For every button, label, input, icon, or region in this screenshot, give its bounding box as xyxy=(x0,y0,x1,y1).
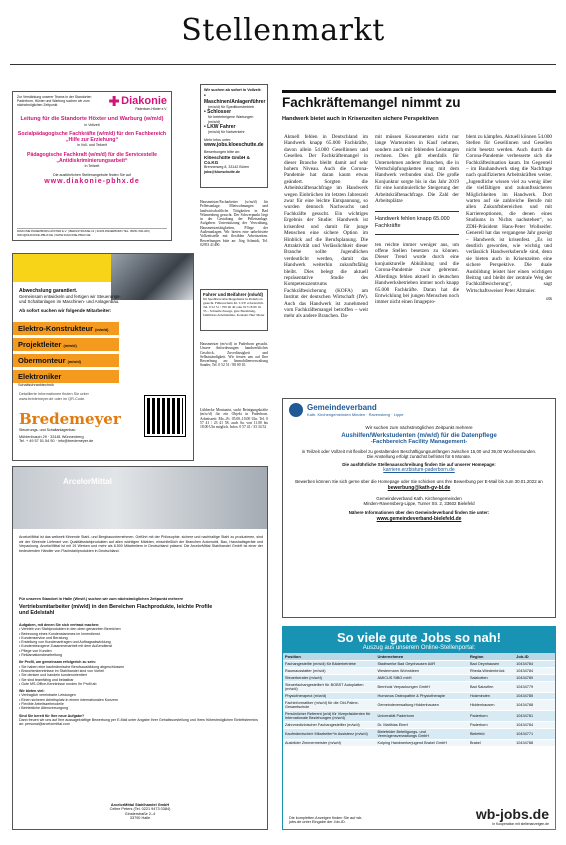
table-cell: Salzkotten xyxy=(468,675,514,682)
table-cell: Gemeindeverwaltung Hiddenhausen xyxy=(375,700,467,711)
qr-code-icon[interactable] xyxy=(145,396,185,436)
jobs-table-header: Position Unternehmen Region Job-ID xyxy=(283,653,555,661)
small-ad-hausmeister-2: Hausmeister (m/w/d) in Paderborn gesucht. Unsere Anforderungen: handwerkliches Geschick, Zuverlässigkeit und Selbstständigkeit. Wir freuen uns auf Ihre Bewerbung an: Immobilienverwaltung Sander, Tel. 0 52 51 / 88 00 10. xyxy=(200,342,268,368)
wb-jobs-header: So viele gute Jobs so nah! Auszug aus unserem Online-Stellenportal: xyxy=(283,627,555,653)
table-row[interactable] xyxy=(283,729,555,740)
arcelormittal-ad: ArcelorMittal ArcelorMittal ist das weltweit führende Stahl- und Bergbauunternehmen. Geführt mit der Philosophie, sichere und nachhaltige Stahl zu produzieren, sind wir der führende Lieferant von Qualitätsstahlprodukten auf allen wichtigen Märkten, einschließlich der Branchen Automobil, Bau, Haushaltsgeräte und Verpackung. ArcelorMittal ist mit 19 Werken und mehr als 8.500 Mitarbeitern in Deutschland präsent. Die ArcelorMittal Stahlhandel GmbH ist einer der bedeutenden Händler von Flachstahlprodukten in Deutschland. Für unseren Standort in Halle (Westf.) suchen wir zum nächstmöglichen Zeitpunkt mehrere Vertriebsmitarbeiter (m/w/d) in den Bereichen Flachprodukte, leichte Profile und Edelstahl Aufgaben, mit denen Sie sich vertraut machen: • Vertrieb von Stahlprodukten in den oben genannten Bereichen • Betreuung eines Kundenstammes im Innendienst • Kundenservice und Beratung • Erstellung von Kundenanfragen und Auftragsabwicklung • Kundenbezogene Zusammenarbeit mit dem Außendienst • Pflege von Kunden • Reklamationsbearbeitung Ihr Profil, um gemeinsam erfolgreich zu sein: • Sie haben eine kaufmännische Berufsausbildung abgeschlossen • Branchenkenntnisse im Stahlhandel sind von Vorteil • Sie denken und handeln kundenorientiert • Sie sind teamfähig und belastbar • Gute MS-Office-Kenntnisse runden Ihr Profil ab Wir bieten viel: • Vertraglich vereinbarte Leistungen • Einen sicheren Arbeitsplatz in einem internationalen Konzern • Flexible Arbeitszeitmodelle • Betriebliche Altersversorgung Sind Sie bereit für Ihre neue Aufgabe? Dann freuen wir uns auf Ihre aussagekräftige Bewerbung per E-Mail unter Angabe Ihrer Gehaltsvorstellung und Ihres frühestmöglichen Eintrittstermins an: personal@arcelormittal.com ArcelorMittal Stahlhandel GmbH Celine Peters (Tel. 0221 9473 0384) Ginsterstraße 2–4 33790 Halle xyxy=(12,466,268,830)
bredemeyer-ad: Abwechslung garantiert. Gemeinsam entwickeln und fertigen wir Steuerungs- und Schaltanlagen im Maschinen- und Anlagenbau. Ab sofort suchen wir folgende Mitarbeiter: Elektro-Konstrukteur (m/w/d) Projektleiter (m/w/d) Obermonteur (m/w/d) Elektroniker Schaltschranktechnik Detaillierte Informationen finden Sie unter www.bredemeyer.de oder im QR-Code. Bredemeyer Steuerungs- und Schaltanlagenbau Mühlenbusch 29 · 33181 Wünnenberg Tel. + 49 57 51 54 50 · info@bredemeyer.de xyxy=(12,253,194,461)
small-ad-hausmeister-1: Hausmeister/Facharbeiter (w/m/d) für Pelletsanlage, Mietwohnungen und landwirtschaftliche Tätigkeiten in Bad Wünnenberg gesucht. Der Schwerpunkt liegt in der Gestaltung der Pelletsanlage. Aufgaben: Unterstützung der Verwaltung, Hausmeistertätigkeiten, Pflege der Außenanlagen. Wir bieten eine unbefristete Vollzeitstelle mit flexiblen Arbeitszeiten. Bewerbungen bitte an: Jörg Schmidt, Tel. 02953 41490. xyxy=(200,200,268,247)
arcelor-offer-list: • Vertraglich vereinbarte Leistungen • Einen sicheren Arbeitsplatz in einem internationalen Konzern • Flexible Arbeitszeitmodelle • Betriebliche Altersversorgung xyxy=(19,693,119,711)
diakonie-footer: DIAKONIE PADERBORN-HÖXTER E.V. | BERGSTRASSE 13 | 33106 PADERBORN TEL. 05251 500-200 | INFO@DIAKONIE-PBHX.DE | WWW.DIAKONIE-PBHX.DE xyxy=(17,228,167,237)
table-cell: 10434771 xyxy=(514,729,555,740)
table-cell: Steuerberater (m/w/d) xyxy=(283,675,375,682)
table-cell: Ausbilder Zimmermeister (m/w/d) xyxy=(283,740,375,747)
diakonie-job3: Pädagogische Fachkraft (w/m/d) für die Servicestelle „Antidiskriminierungsarbeit“ xyxy=(26,151,158,164)
arcelor-tasks-list: • Vertrieb von Stahlprodukten in den oben genannten Bereichen • Betreuung eines Kundenstammes im Innendienst • Kundenservice und Beratung • Erstellung von Kundenanfragen und Auftragsabwicklung • Kundenbezogene Zusammenarbeit mit dem Außendienst • Pflege von Kunden • Reklamationsbearbeitung xyxy=(19,627,121,658)
table-cell: Hiddenhausen xyxy=(468,700,514,711)
gemeindeverband-ad: Gemeindeverband Kath. Kirchengemeinden Minden · Ravensberg · Lippe Wir suchen zum nächstmöglichen Zeitpunkt mehrere Aushilfen/Werkstudenten (m/w/d) für die Datenpflege -Fachbereich Facility Management- in Teilzeit oder Vollzeit mit flexibel zu gestaltenden Beschäftigungsumfängen zwischen 15,00 und 39,00 Wochenstunden. Die Anstellung erfolgt zunächst befristet für 6 Monate. Die ausführliche Stellenausschreibung finden Sie auf unserer Homepage: karriere.erzbistum-paderborn.de Bewerben können Sie sich gerne über die Homepage oder Sie schicken uns Ihre Bewerbung per E-Mail bis zum 30.01.2022 an bewerbung@kath-gv-bl.de Gemeindeverband Kath. Kirchengemeinden Minden-Ravensberg-Lippe, Turner Str. 2, 33602 Bielefeld Nähere Informationen über den Gemeindeverband finden Sie unter: www.gemeindeverband-bielefeld.de xyxy=(282,398,556,618)
table-cell: Rheda-Wiedenbrück xyxy=(468,668,514,675)
table-cell: Holzminden xyxy=(468,693,514,700)
article xyxy=(282,90,556,390)
table-cell: 10434779 xyxy=(514,682,555,693)
table-cell: Fachangestellte (m/w/d) für Bäderbetriebe xyxy=(283,661,375,668)
table-row[interactable] xyxy=(283,711,555,722)
table-cell: 10434784 xyxy=(514,668,555,675)
table-cell: 10434780 xyxy=(514,675,555,682)
diakonie-logo: Diakonie Paderborn-Höxter e.V. xyxy=(109,95,167,111)
table-cell: Zahnmedizinischer Fachangestellter (m/w/d) xyxy=(283,722,375,729)
diakonie-web-link[interactable]: www.diakonie-pbhx.de xyxy=(44,177,140,185)
gemeinde-job-title: Aushilfen/Werkstudenten (m/w/d) für die Datenpflege xyxy=(341,432,497,439)
table-cell: Persönlicher Referent (w/d) für Vizepräsidenten für Internationale Beziehungen (m/w/d) xyxy=(283,711,375,722)
kloes-email-link[interactable]: jobs@kloeschutte.de xyxy=(204,169,241,174)
bullet-icon: • xyxy=(204,108,208,115)
table-cell: Westermann Wohnideen xyxy=(375,668,467,675)
gemeinde-career-link[interactable]: karriere.erzbistum-paderborn.de xyxy=(383,467,455,474)
article-subtitle: Handwerk bietet auch in Krisenzeiten sichere Perspektiven xyxy=(282,116,439,122)
kloes-job-3: • LKW Fahrer xyxy=(204,123,236,130)
arcelor-profile-list: • Sie haben eine kaufmännische Berufsausbildung abgeschlossen • Branchenkenntnisse im Stahlhandel sind von Vorteil • Sie denken und handeln kundenorientiert • Sie sind teamfähig und belastbar • Gute MS-Office-Kenntnisse runden Ihr Profil ab xyxy=(19,664,125,686)
table-cell: Fachinformatiker (m/w/d) für die Old-Palme-Gesamtschule xyxy=(283,700,375,711)
table-row[interactable] xyxy=(283,693,555,700)
article-col-2: mit müssen Konsumenten nicht nur lange Wartezeiten in Kauf nehmen, sondern auch mit fehlenden Leistungen rechnen. Dies gilt ebenfalls für Unternehmen anderer Branchen, die in Wertschöpfungsketten eng mit dem Handwerk verbunden sind. Die große Konjunktur sorgte bis in das Jahr 2019 für eine kontinuierliche Steigerung der Arbeitskräftenachfrage. Die Zahl der Arbeitsplätze Handwerk fehlen knapp 65.000 Fachkräfte ten reichte immer weniger aus, um offene Stellen besetzen zu können. Dieser Trend wurde durch eine konjunkturelle Abkühlung und die Corona-Pandemie zwar gebremst. Allerdings fehlen aktuell in deutschen Handwerksbetrieben immer noch knapp 65.000 Fachkräfte. Daran hat die Entwicklung bei jungen Menschen noch immer nicht einen Imagepro- xyxy=(375,134,459,306)
steel-photo xyxy=(13,467,267,529)
small-ad-reinigung: Lübbecke Montanist, sucht Reinigungskräfte (m/w/d) für ein Objekt in Paderborn. Arbeitszeit: Mo.–Fr. 05.00–10.00 Uhr. Tel. 0 57 41 / 23 41 58, auch Sa. von 11.00 bis 18.00 Uhr möglich. Infos: 0 57 41 / 33 34 52 xyxy=(200,408,268,430)
table-row[interactable] xyxy=(283,668,555,675)
table-cell: Paderborn xyxy=(468,711,514,722)
wb-jobs-ad: So viele gute Jobs so nah! Auszug aus unserem Online-Stellenportal: Position Unternehmen Region Job-ID Fachangestellte (m/w/d) für Bäderbetriebe Stadtwerke Bad Oeynhausen AöR Bad Oeynhausen 10434784 Raumausstatter (m/w/d) Westermann Wohnideen Rheda-Wiedenbrück 10434784 Steuerberater (m/w/d) AMICUS StBG mbH Salzkotten 10434780 Steuerfachangestellte/r für BOBST Autoplatten (m/w/d) Bernholz Verpackungen GmbH Bad Salzuflen 10434779 Physiotherapeut (m/w/d) Humanus Osteopathie & Physiotherapie Holzminden 10434785 Fachinformatiker (m/w/d) für die Old-Palme-Gesamtschule Gemeindeverwaltung Hiddenhausen Hiddenhausen 10434788 Persönlicher Referent (w/d) für Vizepräsidenten für Internationale Beziehungen (m/w/d) Universität Paderborn Paderborn 10434781 Zahnmedizinischer Fachangestellter (m/w/d) Dr. Matthias Ebert Paderborn 10434784 Kaufmännische/r Mitarbeiter*in Assistenz (m/w/d) Bielefelder Beteiligungs- und Vermögensverwaltungs GmbH Bielefeld 10434771 Ausbilder Zimmermeister (m/w/d) Kolping Handwerkerjugend Brakel GmbH Brakel 10434788 Die kompletten Anzeigen finden Sie auf wb-jobs.de unter Eingabe der Job-ID. wb-jobs.de In Kooperation mit stellenanzeigen.de xyxy=(282,626,556,830)
diakonie-ad: Zur Verstärkung unserer Teams in der Standorten Paderborn, Höxter und Warburg suchen wir zum nächstmöglichen Zeitpunkt Diakonie Paderborn-Höxter e.V. Leitung für die Standorte Höxter und Warburg (w/m/d) in Vollzeit Sozialpädagogische Fachkräfte (w/m/d) für den Fachbereich „Hilfe zur Erziehung“ in Voll- und Teilzeit Pädagogische Fachkraft (w/m/d) für die Servicestelle „Antidiskriminierungsarbeit“ in Teilzeit Die ausführlichen Stellenangebote finden Sie auf www.diakonie-pbhx.de DIAKONIE PADERBORN-HÖXTER E.V. | BERGSTRASSE 13 | 33106 PADERBORN TEL. 05251 500-200 | INFO@DIAKONIE-PBHX.DE | WWW.DIAKONIE-PBHX.DE xyxy=(12,91,172,241)
arcelor-logo: ArcelorMittal xyxy=(63,477,112,486)
diakonie-job1: Leitung für die Standorte Höxter und Warburg (w/m/d) xyxy=(20,116,164,122)
table-cell: 10434788 xyxy=(514,740,555,747)
table-cell: Bad Salzuflen xyxy=(468,682,514,693)
table-cell: Raumausstatter (m/w/d) xyxy=(283,668,375,675)
table-row[interactable] xyxy=(283,675,555,682)
table-cell: 10434781 xyxy=(514,711,555,722)
job-elektro-konstrukteur: Elektro-Konstrukteur (m/w/d) xyxy=(13,322,119,335)
table-cell: Brakel xyxy=(468,740,514,747)
article-col-1: Aktuell fehlen in Deutschland im Handwerk knapp 65.000 Fachkräfte, davon allein 54.000 Gesellinnen und Gesellen. Der Fachkräftemangel in dieser Branche bleibt damit auf sehr hohem Niveau. Auch die Corona-Pandemie hat daran kaum etwas geändert. Sorgten die Arbeitskräftenachfrage im Handwerk wegen Einbrüchen im letzten Jahreszeit zwar für eine leichte Entspannung, so wurden dennoch Nachwuchs und Fachkräfte gesucht. Ein wichtiges Ergebnis der Studie: Handwerk ist krisenfest und damit für junge Menschen eine sichere Option im Hinblick auf die Berufsplanung. Die Attraktivität und Verlässlichkeit dieser Branche sollte Jugendlichen verdeutlicht werden, damit das Handwerk weiterhin zukunftsfähig bleibt. Dies belegt die aktuell repräsentative Studie des Kompetenzzentrums Fachkräftesicherung (KOFA) am Institut der deutschen Wirtschaft (IW). Auch das Handwerk ist zunehmend vom Fachkräftemangel betroffen – weit mehr als andere Branchen. Da- xyxy=(284,134,368,320)
jobs-table xyxy=(283,653,555,747)
table-cell: Bielefelder Beteiligungs- und Vermögensverwaltungs GmbH xyxy=(375,729,467,740)
diakonie-intro: Zur Verstärkung unserer Teams in der Standorten Paderborn, Höxter und Warburg suchen wir zum nächstmöglichen Zeitpunkt xyxy=(17,95,92,108)
table-cell: Bernholz Verpackungen GmbH xyxy=(375,682,467,693)
article-col-3: blem zu kämpfen. Aktuell können 54.000 Stellen für Gesellinnen und Gesellen nicht besetzt werden. Auch durch die Corona-Pandemie verbesserte sich die Fachkräftesituation kaum. Im Gegenteil – im Bauhandwerk stieg die Nachfrage nach qualifizierten Arbeitskräften weiter. „Jugendliche wissen viel zu wenig über die vielfältigen und zukunftssicheren Möglichkeiten im Handwerk. Dort warten auf sie zahlreiche Berufe mit allen Zukunftsbereichen und mit Karriereoptionen, die denen eines Studiums in Nichts nachstehen“, so ZDH-Präsident Hans-Peter Wollseifer. Generell hat das vergangene Jahr gezeigt – Handwerk ist krisenfest. „Es ist deutlich geworden, wie wichtig und verlässlich Handwerksberufe sind, denn sie bieten auch in Krisenzeiten eine sichere Perspektive. Die duale Ausbildung leistet hier einen wichtigen Beitrag und bleibt der zentrale Weg der Fachkräftesicherung“, sagt Wirtschaftsweiser Peter Altmaier. ots xyxy=(466,134,553,302)
table-cell: 10434785 xyxy=(514,693,555,700)
diakonie-job2: Sozialpädagogische Fachkräfte (w/m/d) für den Fachbereich „Hilfe zur Erziehung“ xyxy=(17,131,167,144)
table-row[interactable] xyxy=(283,682,555,693)
table-cell: Paderborn xyxy=(468,722,514,729)
gemeinde-email-link[interactable]: bewerbung@kath-gv-bl.de xyxy=(387,484,451,491)
table-cell: AMICUS StBG mbH xyxy=(375,675,467,682)
kloeschutte-ad: Wir suchen ab sofort in Vollzeit: • Maschinen/Anlagenführer (m/w/d) für Speditionsbetrieb • Schlosser für betriebeigene Wartungen (m/w/d) • LKW Fahrer (m/w/d) für Nahverkehr Mehr Infos unter: www.jobs.kloeschutte.de Bewerbungen bitte an: Klöeschütte GmbH & Co.KG Brennerweg 8, 33142 Büren jobs@kloeschutte.de xyxy=(200,84,268,188)
page-title: Stellenmarkt xyxy=(181,13,385,48)
header-rule xyxy=(10,64,556,65)
job-projektleiter: Projektleiter (m/w/d) xyxy=(13,338,119,351)
table-cell: 10434784 xyxy=(514,722,555,729)
table-row[interactable] xyxy=(283,722,555,729)
table-cell: Stadtwerke Bad Oeynhausen AöR xyxy=(375,661,467,668)
gemeinde-logo: Gemeindeverband Kath. Kirchengemeinden Minden · Ravensberg · Lippe xyxy=(289,403,549,417)
table-cell: Physiotherapeut (m/w/d) xyxy=(283,693,375,700)
arcelor-job-title: Vertriebsmitarbeiter (m/w/d) in den Bereichen Flachprodukte, leichte Profile und Edelstahl xyxy=(19,604,213,617)
article-pull-quote: Handwerk fehlen knapp 65.000 Fachkräfte xyxy=(375,211,459,234)
page-header xyxy=(0,0,566,60)
job-obermonteur: Obermonteur (m/w/d) xyxy=(13,354,119,367)
table-cell: Kolping Handwerkerjugend Brakel GmbH xyxy=(375,740,467,747)
table-cell: 10434788 xyxy=(514,700,555,711)
bullet-icon: • xyxy=(204,93,206,99)
table-cell: Universität Paderborn xyxy=(375,711,467,722)
kloes-job-2: • Schlosser xyxy=(204,108,232,115)
table-cell: Humanus Osteopathie & Physiotherapie xyxy=(375,693,467,700)
table-row[interactable] xyxy=(283,740,555,747)
job-elektroniker: Elektroniker xyxy=(13,370,119,383)
table-cell: Steuerfachangestellte/r für BOBST Autoplatten (m/w/d) xyxy=(283,682,375,693)
kloes-web-link[interactable]: www.jobs.kloeschutte.de xyxy=(204,142,264,149)
diakonie-cross-icon xyxy=(109,96,119,106)
table-cell: Dr. Matthias Ebert xyxy=(375,722,467,729)
table-cell: Bielefeld xyxy=(468,729,514,740)
kloes-job-1: • Maschinen/Anlagenführer xyxy=(204,93,266,105)
table-row[interactable] xyxy=(283,661,555,668)
fahrer-ad: Fahrer und Beifahrer (m/w/d) für Spedition/Abschleppdienst in Paderborn gesucht. Führerschein Kl. C/CE erforderlich. Tel. 0 52 51 / 700 40 40 oder 0171/8 60 16 35 – Schnelle Zusage, gute Bezahlung, familiäres Arbeitsklima. Kontakt: Herr Meier xyxy=(200,289,268,331)
bredemeyer-logo: Bredemeyer xyxy=(19,410,121,428)
table-row[interactable] xyxy=(283,700,555,711)
table-cell: Kaufmännische/r Mitarbeiter*in Assistenz (m/w/d) xyxy=(283,729,375,740)
bullet-icon: • xyxy=(204,123,208,130)
wb-jobs-logo[interactable]: wb-jobs.de In Kooperation mit stellenanzeigen.de xyxy=(475,806,549,826)
table-cell: 10434784 xyxy=(514,661,555,668)
church-logo-icon xyxy=(289,403,303,417)
article-title: Fachkräftemangel nimmt zu xyxy=(282,95,461,110)
table-cell: Bad Oeynhausen xyxy=(468,661,514,668)
gemeinde-web-link[interactable]: www.gemeindeverband-bielefeld.de xyxy=(376,515,462,522)
